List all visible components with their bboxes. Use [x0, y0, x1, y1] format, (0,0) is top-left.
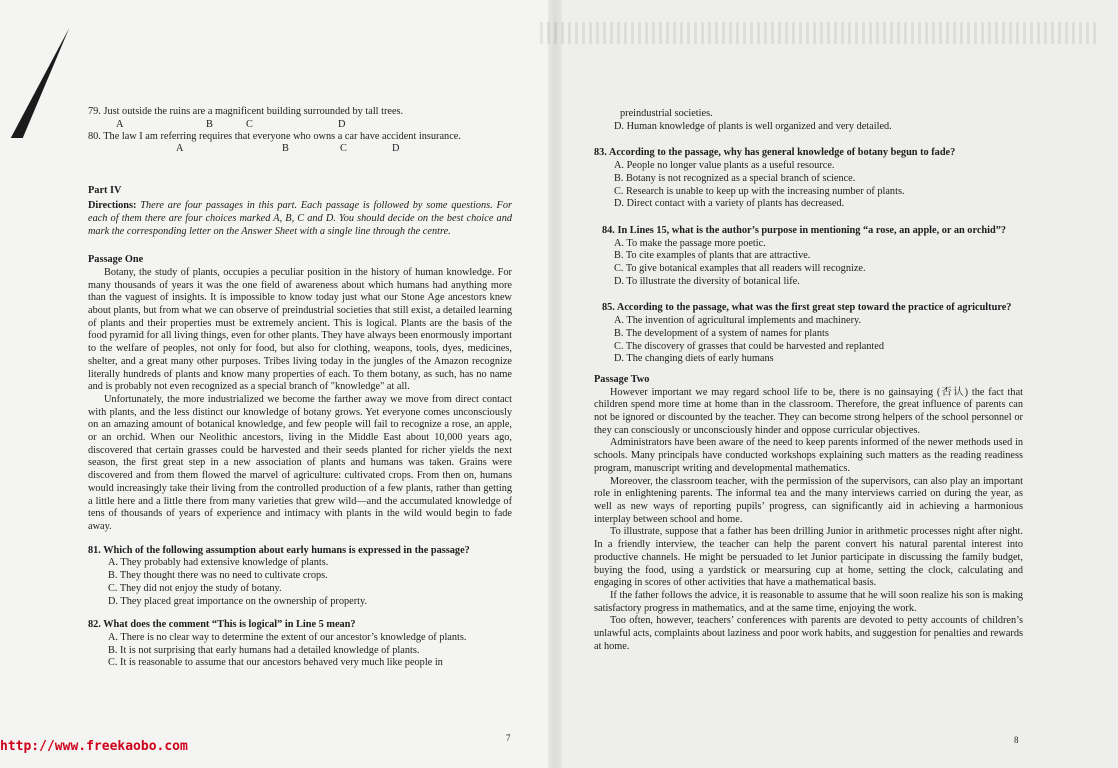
page-number-right: 8	[1014, 735, 1019, 745]
watermark-url: http://www.freekaobo.com	[0, 739, 188, 754]
letter-c: C	[246, 118, 253, 130]
letter-c: C	[340, 143, 347, 155]
question-82-option-b: B. It is not surprising that early humans had a detailed knowledge of plants.	[108, 644, 420, 656]
directions	[88, 200, 512, 238]
question-84-stem: 84. In Lines 15, what is the author’s purpose in mentioning “a rose, an apple, or an orchid”?	[602, 224, 1007, 236]
question-82-option-a: A. There is no clear way to determine the extent of our ancestor’s knowledge of plants.	[108, 631, 467, 643]
passage-one-title: Passage One	[88, 254, 144, 266]
letter-d: D	[392, 143, 400, 155]
question-81	[88, 545, 512, 609]
question-83-option-a: A. People no longer value plants as a useful resource.	[614, 160, 835, 172]
left-column	[88, 106, 512, 670]
question-84-option-a: A. To make the passage more poetic.	[614, 237, 766, 249]
right-column	[594, 108, 1023, 653]
passage-two-paragraph-1: However important we may regard school life to be, there is no gainsaying (否认) the fact that children spend more time at home than in the classroom. Therefore, the great influence of parents can not be ignored or discounted by the teacher. They can become strong helpers of the school personnel or they can consciously or unconsciously hinder and oppose curricular objectives.	[594, 386, 1023, 436]
passage-two-paragraph-4: To illustrate, suppose that a father has been drilling Junior in arithmetic processes night after night. In a friendly interview, the teacher can help the parent convert his natural parental interest into productive channels. He might be persuaded to let Junior participate in discussing the family budget, buying the food, using a yardstick or mearsuring cup at home, setting the clock, calculating and engaging in scores of other activities that have a mathematical basis.	[594, 526, 1023, 589]
scan-noise	[540, 22, 1100, 44]
question-83-option-b: B. Botany is not recognized as a special branch of science.	[614, 172, 856, 184]
question-82	[88, 619, 512, 670]
question-81-option-c: C. They did not enjoy the study of botany.	[108, 582, 282, 594]
passage-one-paragraph-1: Botany, the study of plants, occupies a peculiar position in the history of human knowledge. For many thousands of years it was the one field of awareness about which humans had anything more than the vaguest of insights. It is impossible to know today just what our Stone Age ancestors knew about plants, but from what we can observe of preindustrial societies that still exist, a detailed learning of plants and their properties must be extremely ancient. This is logical. Plants are the basis of the food pyramid for all living things, even for other plants. They have always been enormously important to the welfare of peoples, not only for food, but also for clothing, weapons, tools, dyes, medicines, shelter, and a great many other purposes. Tribes living today in the jungles of the Amazon recognize literally hundreds of plants and know many properties of each. To them botany, as such, has no name and is probably not even recognized as a special branch of "knowledge" at all.	[88, 266, 512, 393]
letter-a: A	[116, 118, 124, 130]
question-82-stem: 82. What does the comment “This is logical” in Line 5 mean?	[88, 619, 356, 631]
directions-text: There are four passages in this part. Each passage is followed by some questions. For each of them there are four choices marked A, B, C and D. You should decide on the best choice and mark the corresponding letter on the Answer Sheet with a single line through the centre.	[88, 200, 512, 237]
part-title: Part IV	[88, 185, 122, 197]
passage-two-paragraph-6: Too often, however, teachers’ conferences with parents are devoted to petty accounts of children’s unlawful acts, complaints about laziness and poor work habits, and suggestion for penalties and rewards at home.	[594, 615, 1023, 652]
question-82-continuation: preindustrial societies.	[620, 108, 713, 119]
page-gutter	[548, 0, 562, 768]
letter-b: B	[206, 118, 213, 130]
directions-label: Directions:	[88, 200, 137, 212]
question-82-option-c: C. It is reasonable to assume that our ancestors behaved very much like people in	[108, 657, 443, 669]
question-83	[594, 147, 1023, 211]
question-83-option-c: C. Research is unable to keep up with the increasing number of plants.	[614, 185, 905, 197]
question-85-option-d: D. The changing diets of early humans	[614, 353, 774, 365]
passage-two-paragraph-2: Administrators have been aware of the need to keep parents informed of the newer methods used in schools. Many principals have conducted workshops explaining such matters as the reading readiness program, manuscript writing and developmental mathematics.	[594, 437, 1023, 474]
question-79-letters	[88, 119, 512, 131]
passage-two-paragraph-5: If the father follows the advice, it is reasonable to assume that he will soon realize his son is making satisfactory progress in mathematics, and at the same time, enjoying the work.	[594, 589, 1023, 614]
question-85-stem: 85. According to the passage, what was the first great step toward the practice of agriculture?	[602, 302, 1012, 314]
question-84-option-c: C. To give botanical examples that all readers will recognize.	[614, 263, 866, 275]
question-84	[594, 225, 1023, 289]
question-81-option-a: A. They probably had extensive knowledge of plants.	[108, 557, 329, 569]
letter-b: B	[282, 143, 289, 155]
question-82-option-d: D. Human knowledge of plants is well organized and very detailed.	[614, 120, 892, 132]
page-number-left: 7	[506, 733, 511, 743]
question-80: 80. The law I am referring requires that everyone who owns a car have accident insurance.	[88, 130, 461, 142]
passage-one-paragraph-2: Unfortunately, the more industrialized we become the farther away we move from direct contact with plants, and the less distinct our knowledge of botany grows. Yet everyone comes unconsciously on an amazing amount of botanical knowledge, and few people will fail to recognize a rose, an apple, or an orchid. When our Neolithic ancestors, living in the Middle East about 10,000 years ago, discovered that certain grasses could be harvested and their seeds planted for richer yields the next season, the first great step in a new association of plants and humans was taken. Grains were discovered and from them flowed the marvel of agriculture: cultivated crops. From then on, humans would increasingly take their living from the controlled production of a few plants, rather than getting a little here and a little there from many varieties that grew wild—and the accumulated knowledge of tens of thousands of years of experience and intimacy with plants in the wild would begin to fade away.	[88, 393, 512, 532]
question-83-option-d: D. Direct contact with a variety of plants has decreased.	[614, 198, 845, 210]
question-79: 79. Just outside the ruins are a magnificent building surrounded by tall trees.	[88, 106, 404, 117]
question-80-letters	[88, 143, 512, 155]
question-81-option-b: B. They thought there was no need to cultivate crops.	[108, 570, 328, 582]
question-84-option-b: B. To cite examples of plants that are attractive.	[614, 250, 811, 262]
question-84-option-d: D. To illustrate the diversity of botanical life.	[614, 275, 800, 287]
question-85-option-b: B. The development of a system of names for plants	[614, 327, 829, 339]
question-83-stem: 83. According to the passage, why has general knowledge of botany begun to fade?	[594, 147, 956, 159]
passage-two-title: Passage Two	[594, 373, 650, 385]
question-85-option-c: C. The discovery of grasses that could be harvested and replanted	[614, 340, 885, 352]
question-85-option-a: A. The invention of agricultural implements and machinery.	[614, 315, 862, 327]
question-81-stem: 81. Which of the following assumption about early humans is expressed in the passage?	[88, 544, 470, 556]
question-85	[594, 302, 1023, 366]
passage-two-paragraph-3: Moreover, the classroom teacher, with the permission of the supervisors, can also play an important role in enlightening parents. The informal tea and the many interviews carried on during the year, as well as new ways of reporting pupils’ progress, can significantly aid in achieving a harmonious interplay between school and home.	[594, 475, 1023, 525]
letter-a: A	[176, 143, 184, 155]
letter-d: D	[338, 118, 346, 130]
question-81-option-d: D. They placed great importance on the ownership of property.	[108, 595, 368, 607]
